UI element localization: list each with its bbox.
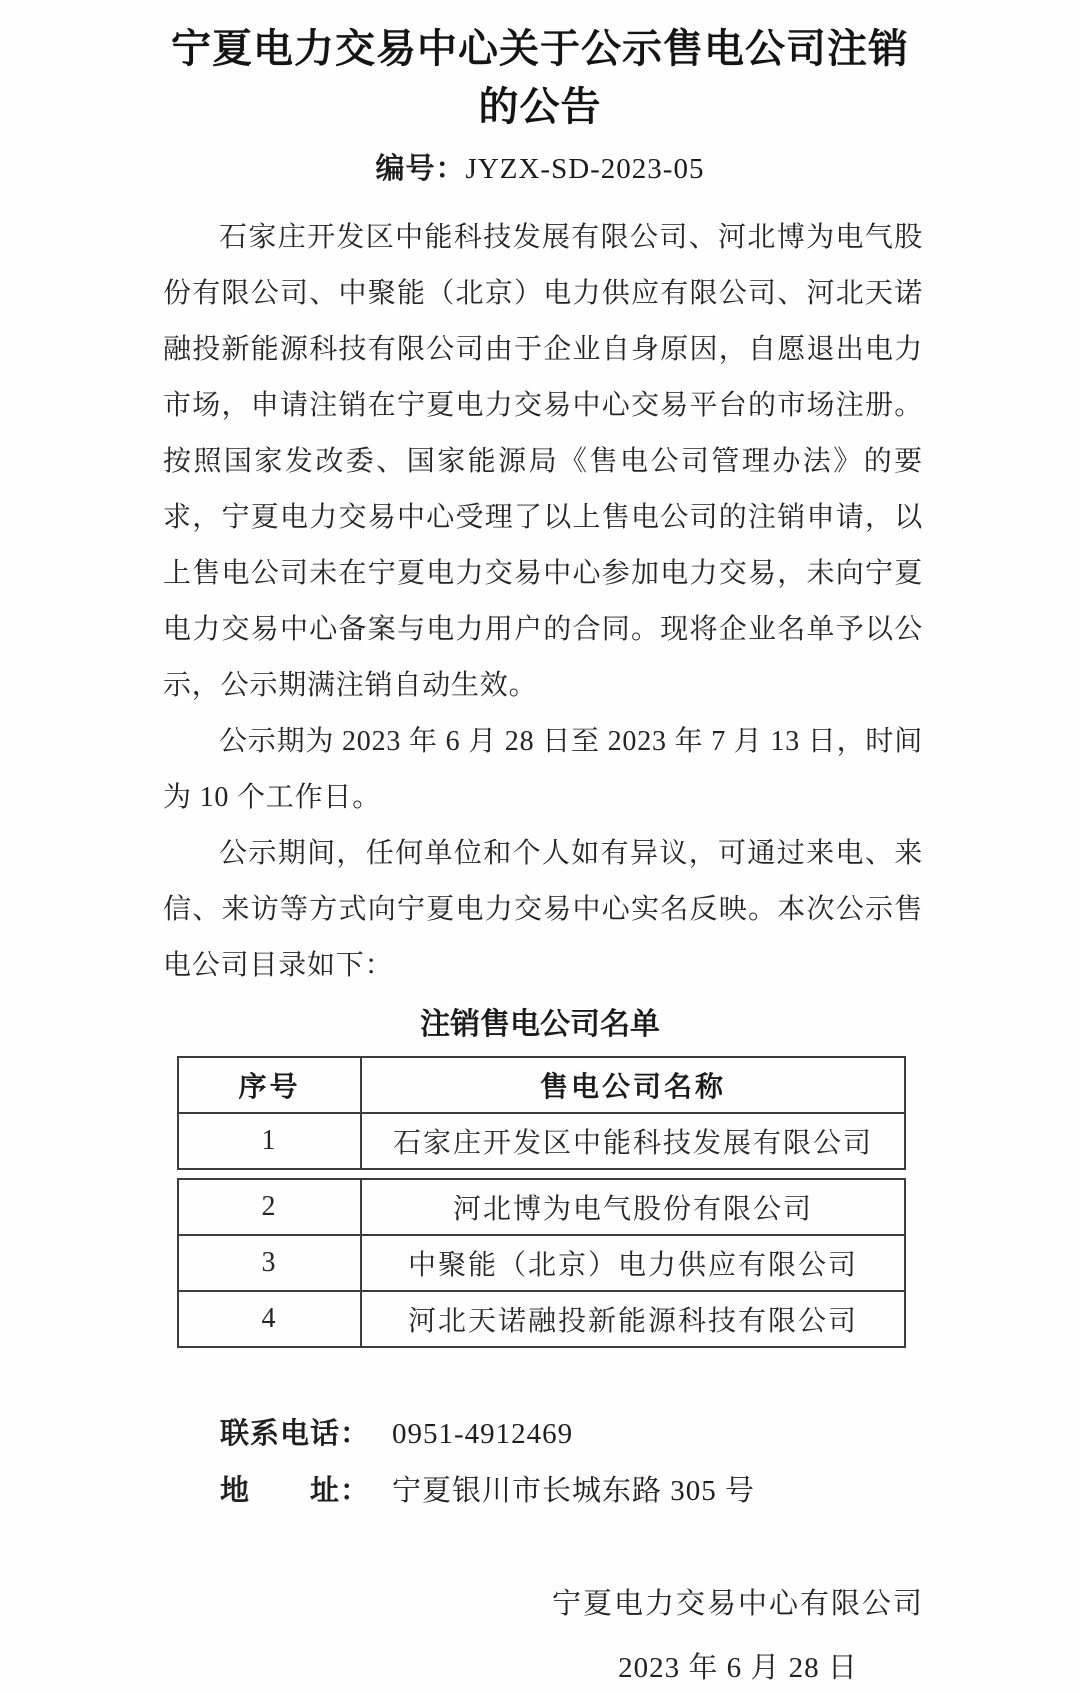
company-name-cell: 河北天诺融投新能源科技有限公司 [361,1291,905,1347]
paragraph-1: 石家庄开发区中能科技发展有限公司、河北博为电气股份有限公司、中聚能（北京）电力供应有限公司、河北天诺融投新能源科技有限公司由于企业自身原因，自愿退出电力市场，申请注销在宁夏电力交易中心交易平台的市场注册。按照国家发改委、国家能源局《售电公司管理办法》的要求，宁夏电力交易中心受理了以上售电公司的注销申请，以上售电公司未在宁夏电力交易中心参加电力交易，未向宁夏电力交易中心备案与电力用户的合同。现将企业名单予以公示，公示期满注销自动生效。 [163,222,923,701]
doc-number [0,146,1080,192]
company-name-cell: 河北博为电气股份有限公司 [361,1179,905,1235]
row-index-cell: 2 [178,1179,361,1235]
address-label: 地 址： [220,1475,371,1507]
table-header-row [178,1057,905,1113]
phone-label: 联系电话： [220,1418,371,1450]
row-index-cell: 1 [178,1113,361,1169]
table-row [178,1179,905,1235]
table-row [178,1235,905,1291]
table-title: 注销售电公司名单 [420,1008,660,1041]
cancellation-table-segment-1 [177,1056,906,1170]
column-header-index: 序号 [178,1057,361,1113]
company-name-cell: 中聚能（北京）电力供应有限公司 [361,1235,905,1291]
signature-block [548,1576,928,1694]
phone-row [220,1406,1080,1463]
paragraph-2: 公示期为 2023 年 6 月 28 日至 2023 年 7 月 13 日，时间为 10 个工作日。 [163,726,924,813]
signature-company: 宁夏电力交易中心有限公司 [551,1588,924,1620]
signature-date: 2023 年 6 月 28 日 [618,1652,858,1684]
phone-value: 0951-4912469 [392,1418,574,1450]
company-name-cell: 石家庄开发区中能科技发展有限公司 [361,1113,905,1169]
title-line-2: 的公告 [478,84,602,129]
address-row [220,1463,1080,1520]
address-value: 宁夏银川市长城东路 305 号 [392,1475,756,1507]
row-index-cell: 4 [178,1291,361,1347]
table-row [178,1291,905,1347]
paragraph-3: 公示期间，任何单位和个人如有异议，可通过来电、来信、来访等方式向宁夏电力交易中心实名反映。本次公示售电公司目录如下： [163,838,923,981]
title-line-1: 宁夏电力交易中心关于公示售电公司注销 [171,26,909,71]
table-row [178,1113,905,1169]
cancellation-table-segment-2 [177,1178,906,1348]
page-title [0,0,1080,136]
column-header-company-name: 售电公司名称 [361,1057,905,1113]
doc-number-label: 编号： [375,153,466,185]
doc-number-value: JYZX-SD-2023-05 [465,153,705,185]
contact-block [220,1406,1080,1520]
row-index-cell: 3 [178,1235,361,1291]
document-body [163,210,923,994]
